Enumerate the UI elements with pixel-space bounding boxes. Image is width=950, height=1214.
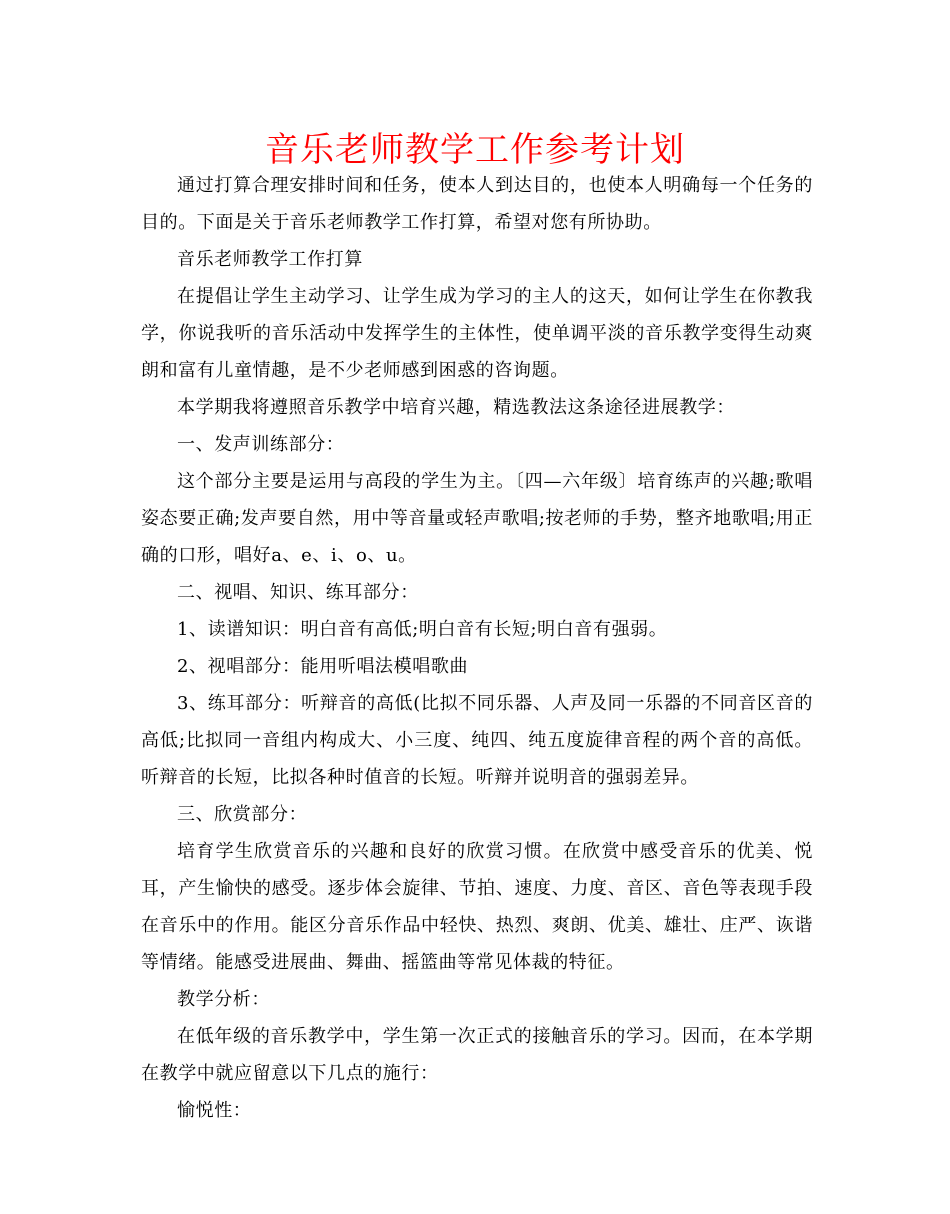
list-item-ear-training: 3、练耳部分：听辩音的高低(比拟不同乐器、人声及同一乐器的不同音区音的高低;比拟同一音组内构成大、小三度、纯四、纯五度旋律音程的两个音的高低。听辩音的长短，比拟各种时值音的长短。听辩并说明音的强弱差异。 [141,693,813,788]
list-item-sightsinging: 2、视唱部分：能用听唱法模唱歌曲 [177,656,469,677]
paragraph-analysis: 在低年级的音乐教学中，学生第一次正式的接触音乐的学习。因而，在本学期在教学中就应留意以下几点的施行： [141,1026,813,1084]
section-heading-pleasure: 愉悦性： [177,1100,252,1121]
document-title: 音乐老师教学工作参考计划 [265,130,685,170]
paragraph-plan-heading: 音乐老师教学工作打算 [177,249,363,270]
paragraph-approach: 本学期我将遵照音乐教学中培育兴趣，精选教法这条途径进展教学： [177,397,735,418]
section-heading-appreciation: 三、欣赏部分： [177,804,308,825]
section-heading-vocal: 一、发声训练部分： [177,434,345,455]
document-body [141,167,813,1129]
list-item-notation: 1、读谱知识：明白音有高低;明白音有长短;明白音有强弱。 [177,619,668,640]
paragraph-appreciation: 培育学生欣赏音乐的兴趣和良好的欣赏习惯。在欣赏中感受音乐的优美、悦耳，产生愉快的感受。逐步体会旋律、节拍、速度、力度、音区、音色等表现手段在音乐中的作用。能区分音乐作品中轻快、热烈、爽朗、优美、雄壮、庄严、诙谐等情绪。能感受进展曲、舞曲、摇篮曲等常见体裁的特征。 [141,841,813,973]
paragraph-intro: 通过打算合理安排时间和任务，使本人到达目的，也使本人明确每一个任务的目的。下面是关于音乐老师教学工作打算，希望对您有所协助。 [141,175,813,233]
paragraph-vocal: 这个部分主要是运用与高段的学生为主。〔四—六年级〕培育练声的兴趣;歌唱姿态要正确;发声要自然，用中等音量或轻声歌唱;按老师的手势，整齐地歌唱;用正确的口形，唱好a、e、i、o、u。 [141,471,813,566]
section-heading-sightsinging: 二、视唱、知识、练耳部分： [177,582,419,603]
section-heading-analysis: 教学分析： [177,989,270,1010]
paragraph-background: 在提倡让学生主动学习、让学生成为学习的主人的这天，如何让学生在你教我学，你说我听的音乐活动中发挥学生的主体性，使单调平淡的音乐教学变得生动爽朗和富有儿童情趣，是不少老师感到困惑的咨询题。 [141,286,813,381]
